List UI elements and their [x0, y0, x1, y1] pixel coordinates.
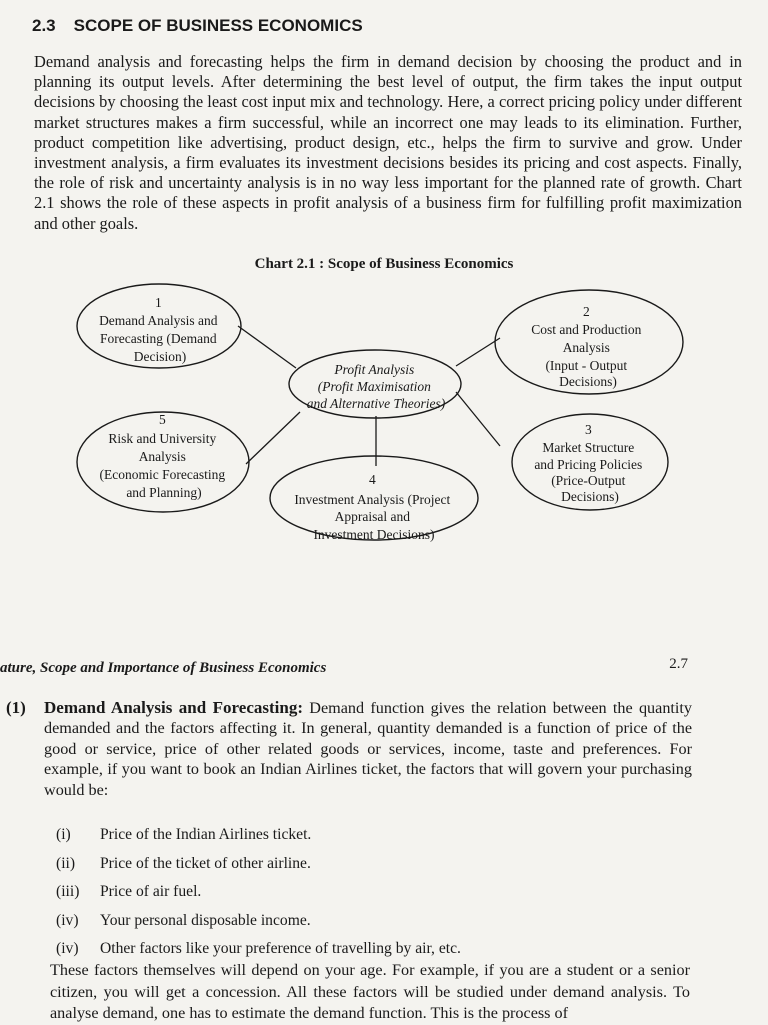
list-text: Other factors like your preference of travelling by air, etc.	[100, 940, 461, 957]
list-numeral: (ii)	[56, 854, 76, 872]
demand-paragraph	[44, 698, 692, 800]
intro-paragraph: Demand analysis and forecasting helps the firm in demand decision by choosing the product and in planning its output levels. After determining the best level of output, the firm takes the input output decisions by choosing the least cost input mix and technology. Here, a correct pricing policy under different market structures makes a firm successful, while an incorrect one may leads to its elimination. Further, product competition like advertising, product design, etc., helps the firm to survive and grow. Under investment analysis, a firm evaluates its investment decisions besides its pricing and cost aspects. Finally, the role of risk and uncertainty analysis is in no way less important for the planned rate of growth. Chart 2.1 shows the role of these aspects in profit analysis of a business firm for fulfilling profit maximization and other goals.	[34, 52, 742, 233]
list-text: Your personal disposable income.	[100, 911, 311, 929]
list-item	[56, 855, 461, 884]
node-3-text: 3 Market Structure and Pricing Policies (Price-Output Decisions)	[534, 422, 643, 504]
connector-5	[246, 412, 300, 464]
followup-paragraph: These factors themselves will depend on your age. For example, if you are a student or a senior citizen, you will get a concession. All these factors will be studied under demand analysis. To analyse demand, one has to estimate the demand function. This is the process of	[50, 961, 690, 1022]
running-title: ature, Scope and Importance of Business Economics	[0, 660, 327, 676]
connector-1	[238, 326, 296, 368]
item-label: (1)	[6, 698, 26, 717]
center-text: Profit Analysis (Profit Maximisation and Alternative Theories)	[306, 362, 446, 411]
connector-2	[456, 338, 500, 366]
node-5-text: 5 Risk and University Analysis (Economic Forecasting and Planning)	[99, 412, 226, 500]
factor-list	[56, 826, 461, 969]
list-text: Price of the ticket of other airline.	[100, 854, 311, 872]
list-item	[56, 912, 461, 941]
node-4-text: 4 Investment Analysis (Project Appraisal and Investment Decisions)	[294, 472, 451, 542]
list-text: Price of air fuel.	[100, 883, 202, 900]
list-item	[56, 826, 461, 855]
connector-3	[456, 392, 500, 446]
chart-title: Chart 2.1 : Scope of Business Economics	[254, 256, 514, 272]
list-numeral: (i)	[56, 826, 71, 843]
scope-diagram	[0, 276, 768, 556]
page-number: 2.7	[669, 656, 688, 672]
list-numeral: (iv)	[56, 940, 79, 957]
demand-text: Demand function gives the relation between the quantity demanded and the factors affecting it. In general, quantity demanded is a function of price of the good or service, price of other related goods or services, income, taste and preferences. For example, if you want to book an Indian Airlines ticket, the factors that will govern your purchasing would be:	[44, 699, 693, 799]
section-heading	[32, 16, 363, 36]
list-item	[56, 883, 461, 912]
node-2-text: 2 Cost and Production Analysis (Input - Output Decisions)	[531, 304, 642, 389]
list-numeral: (iii)	[56, 883, 80, 900]
demand-heading: Demand Analysis and Forecasting:	[44, 698, 303, 717]
section-title: SCOPE OF BUSINESS ECONOMICS	[73, 16, 363, 35]
section-number: 2.3	[32, 16, 56, 35]
list-numeral: (iv)	[56, 911, 79, 929]
node-1-text: 1 Demand Analysis and Forecasting (Demand Decision)	[99, 295, 218, 364]
list-text: Price of the Indian Airlines ticket.	[100, 826, 312, 843]
